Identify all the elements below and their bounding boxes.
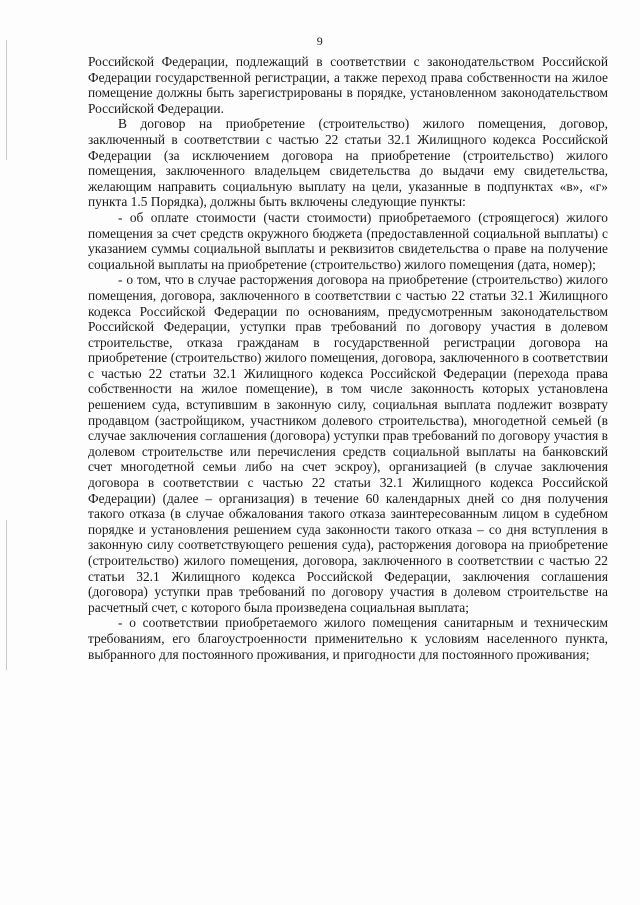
paragraph-contract-clauses-intro: В договор на приобретение (строительство) жилого помещения, договор, заключенный в соответствии с частью 22 статьи 32.1 Жилищного кодекса Российской Федерации (за исключением договора на приобретение (строительство) жилого помещения, заключенного владельцем свидетельства до выдачи ему свидетельства, желающим направить социальную выплату на цели, указанные в подпунктах «в», «г» пункта 1.5 Порядка), должны быть включены следующие пункты: [88,116,608,210]
scan-margin-mark [6,520,7,670]
page-number: 9 [316,34,324,48]
scan-margin-mark [6,40,7,160]
list-item-refund-clause: - о том, что в случае расторжения договора на приобретение (строительство) жилого помещения, договора, заключенного в соответствии с частью 22 статьи 32.1 Жилищного кодекса Российской Федерации по основаниям, предусмотренным законодательством Российской Федерации, уступки прав требований по договору участия в долевом строительстве, отказа гражданам в государственной регистрации договора на приобретение (строительство) жилого помещения, договора, заключенного в соответствии с частью 22 статьи 32.1 Жилищного кодекса Российской Федерации (перехода права собственности на жилое помещение), в том числе законность которых установлена решением суда, вступившим в законную силу, социальная выплата подлежит возврату продавцом (застройщиком, участником долевого строительства), многодетной семьей (в случае заключения соглашения (договора) уступки прав требований по договору участия в долевом строительстве или перечисления средств социальной выплаты на банковский счет многодетной семьи либо на счет эскроу), организацией (в случае заключения договора в соответствии с частью 22 статьи 32.1 Жилищного кодекса Российской Федерации) (далее – организация) в течение 60 календарных дней со дня получения такого отказа (в случае обжалования такого отказа заинтересованным лицом в судебном порядке и установления решением суда законности такого отказа – со дня вступления в законную силу соответствующего решения суда), расторжения договора на приобретение (строительство) жилого помещения, договора, заключенного в соответствии с частью 22 статьи 32.1 Жилищного кодекса Российской Федерации, заключения соглашения (договора) уступки прав требований по договору участия в долевом строительстве на расчетный счет, с которого была произведена социальная выплата; [88,272,608,615]
paragraph-continuation: Российской Федерации, подлежащий в соответствии с законодательством Российской Федерации государственной регистрации, а также переход права собственности на жилое помещение должны быть зарегистрированы в порядке, установленном законодательством Российской Федерации. [88,54,608,116]
list-item-compliance-clause: - о соответствии приобретаемого жилого помещения санитарным и техническим требованиям, его благоустроенности применительно к условиям населенного пункта, выбранного для постоянного проживания, и пригодности для постоянного проживания; [88,615,608,662]
document-body [88,54,608,662]
list-item-payment-clause: - об оплате стоимости (части стоимости) приобретаемого (строящегося) жилого помещения за счет средств окружного бюджета (предоставленной социальной выплаты) с указанием суммы социальной выплаты и реквизитов свидетельства о праве на получение социальной выплаты на приобретение (строительство) жилого помещения (дата, номер); [88,209,608,272]
